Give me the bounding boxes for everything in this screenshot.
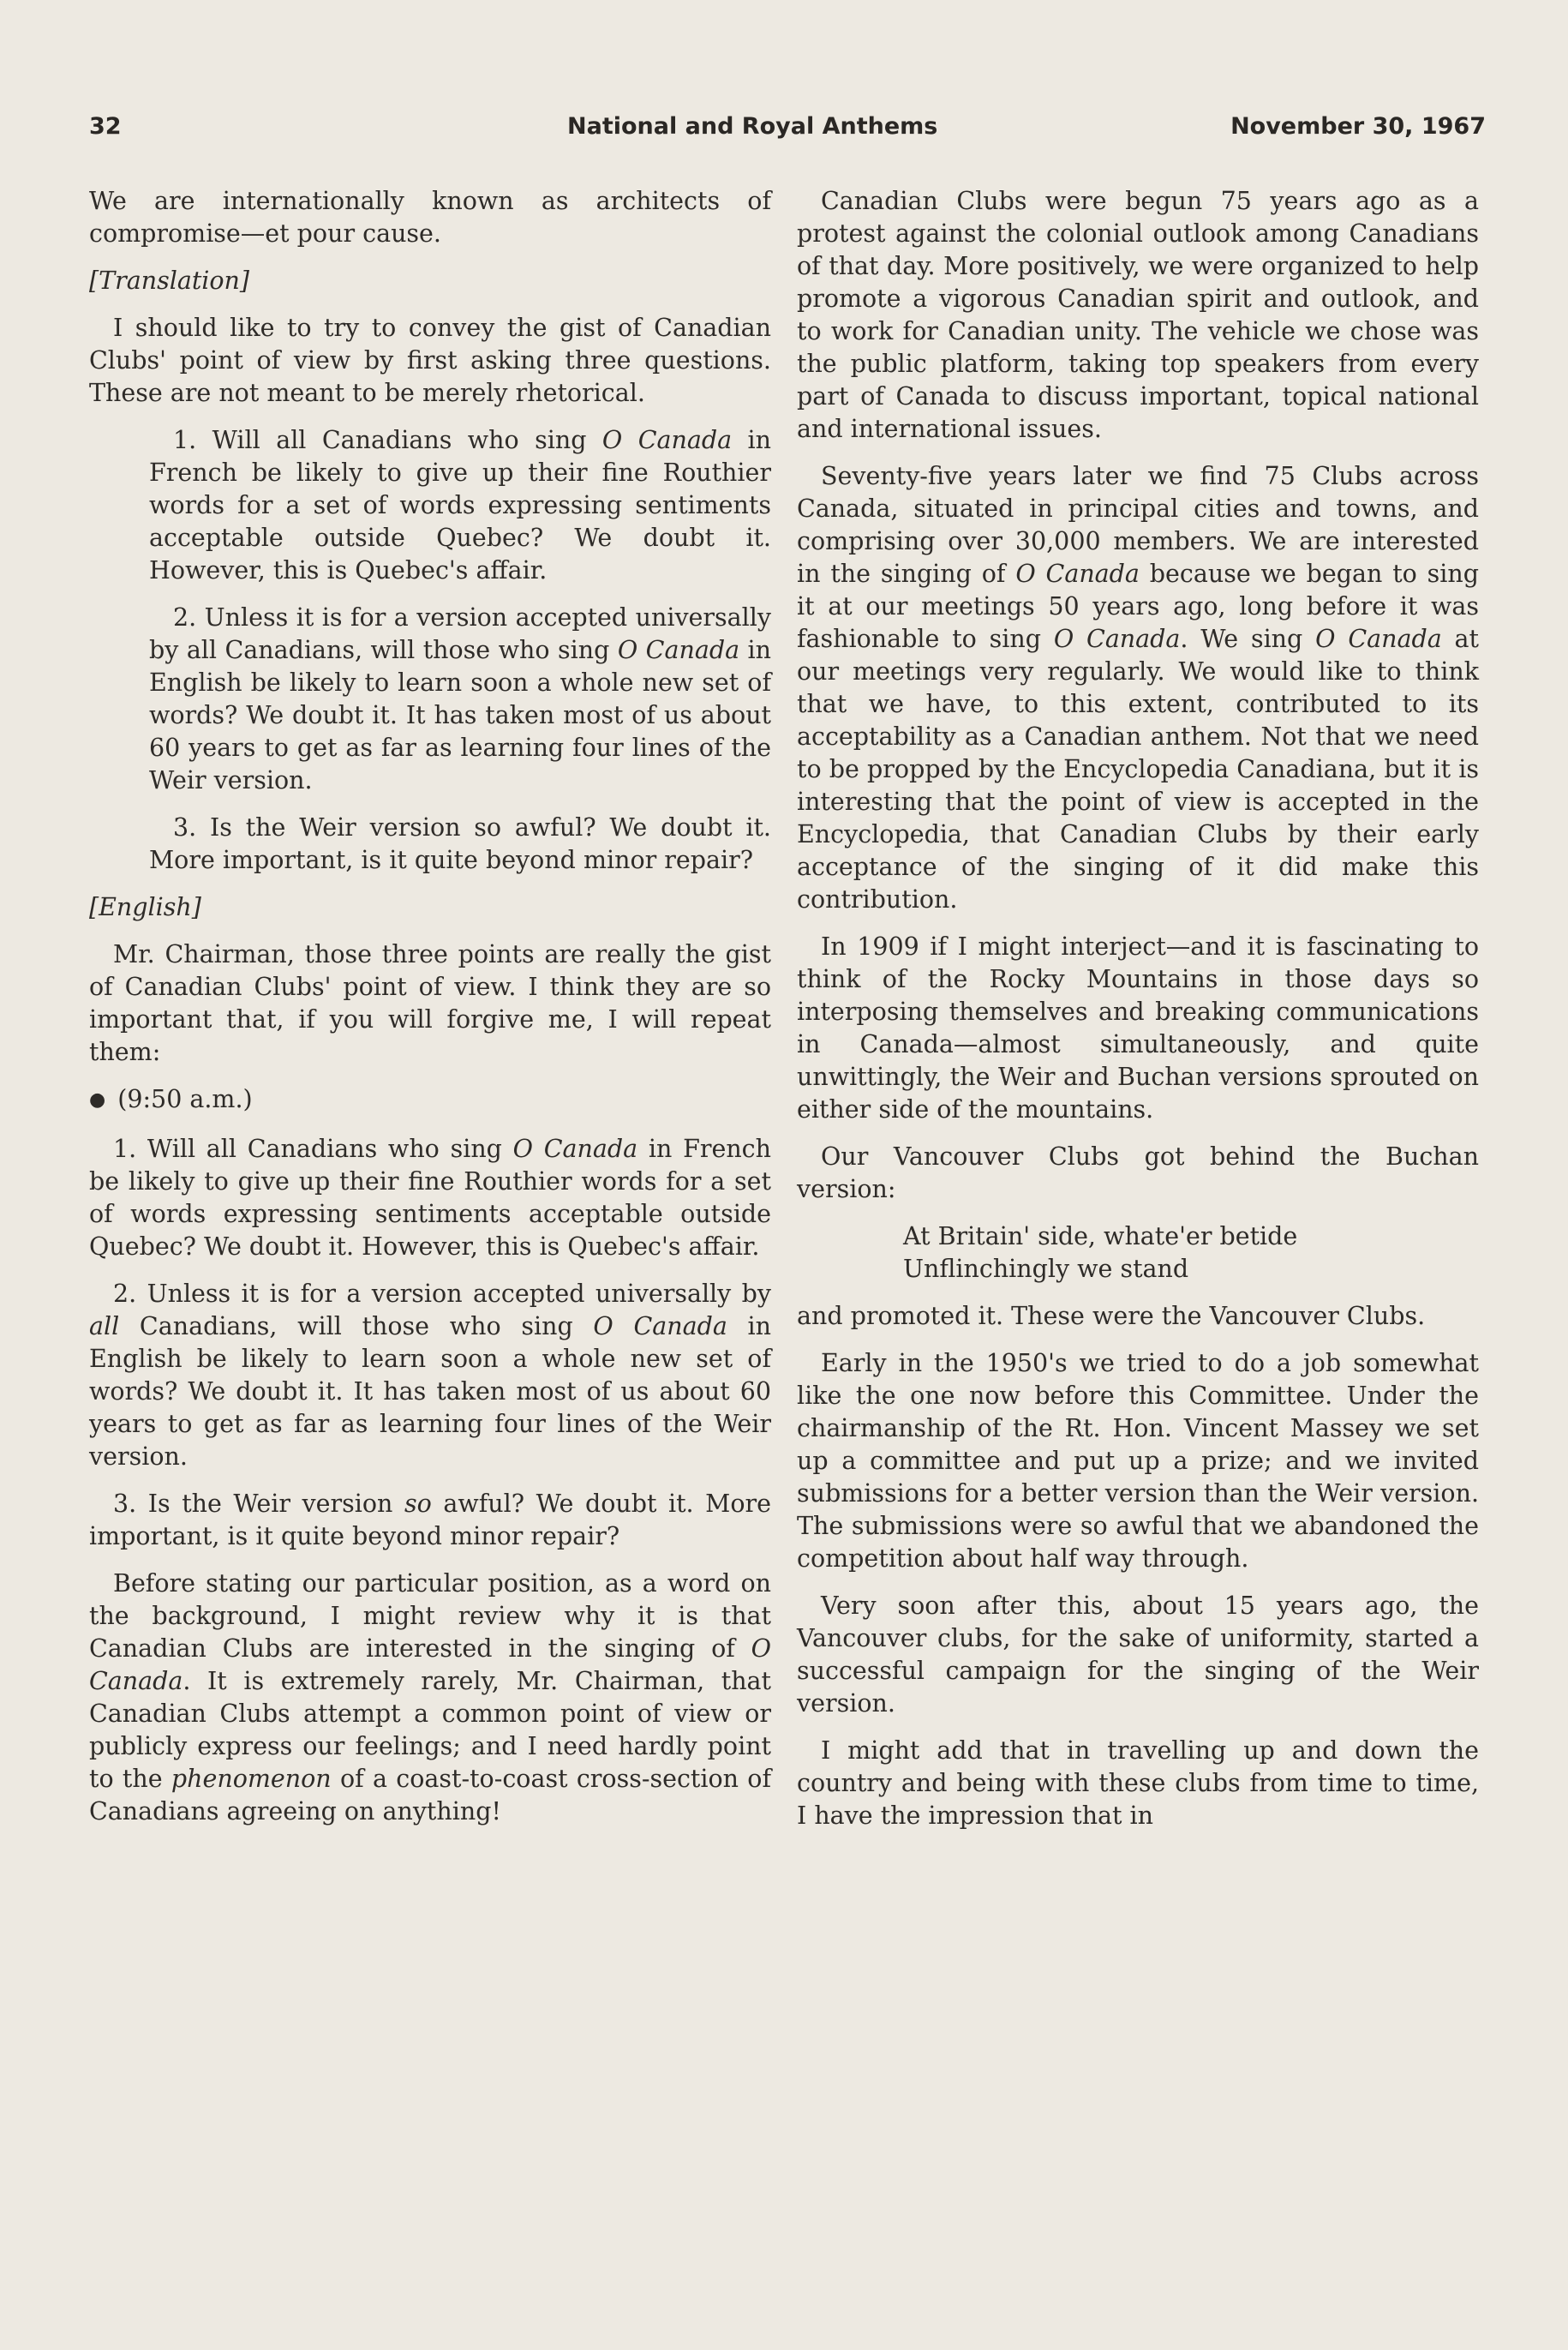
paragraph: and promoted it. These were the Vancouver Clubs.	[797, 1302, 1426, 1330]
anthem-verse	[903, 1220, 1479, 1286]
running-title: National and Royal Anthems	[567, 113, 938, 140]
bullet-icon: ●	[89, 1089, 106, 1111]
paragraph: Very soon after this, about 15 years ago, the Vancouver clubs, for the sake of uniformity, started a successful campaign for the singing of the Weir version.	[797, 1592, 1479, 1718]
verse-line: Unflinchingly we stand	[903, 1255, 1189, 1283]
left-column	[89, 185, 771, 1843]
question-2: 2. Unless it is for a version accepted universally by all Canadians, will those who sing O Canada in English be likely to learn soon a whole new set of words? We doubt it. It has taken most of us about 60 years to get as far as learning four lines of the Weir version.	[89, 1280, 772, 1471]
page-number: 32	[89, 113, 122, 140]
section-label-translation: [Translation]	[89, 267, 250, 295]
paragraph: In 1909 if I might interject—and it is fascinating to think of the Rocky Mountains in those days so interposing themselves and breaking communications in Canada—almost simultaneously, and quite unwittingly, the Weir and Buchan versions sprouted on either side of the mountains.	[797, 932, 1479, 1124]
paragraph: I might add that in travelling up and down the country and being with these clubs from time to time, I have the impression that in	[797, 1736, 1479, 1830]
question-3: 3. Is the Weir version so awful? We doubt it. More important, is it quite beyond minor repair?	[89, 1490, 771, 1550]
section-label-english: [English]	[89, 893, 201, 921]
issue-date: November 30, 1967	[1230, 113, 1486, 140]
numbered-question-2: 2. Unless it is for a version accepted universally by all Canadians, will those who sing O Canada in English be likely to learn soon a whole new set of words? We doubt it. It has taken most of us about 60 years to get as far as learning four lines of the Weir version.	[149, 603, 772, 794]
numbered-question-3: 3. Is the Weir version so awful? We doubt it. More important, is it quite beyond minor repair?	[149, 813, 771, 874]
right-column	[797, 185, 1479, 1847]
paragraph: Seventy-five years later we find 75 Clubs across Canada, situated in principal cities and towns, and comprising over 30,000 members. We are interested in the singing of O Canada because we began to sing it at our meetings 50 years ago, long before it was fashionable to sing O Canada. We sing O Canada at our meetings very regularly. We would like to think that we have, to this extent, contributed to its acceptability as a Canadian anthem. Not that we need to be propped by the Encyclopedia Canadiana, but it is interesting that the point of view is accepted in the Encyclopedia, that Canadian Clubs by their early acceptance of the singing of it did make this contribution.	[797, 462, 1479, 914]
paragraph: Early in the 1950's we tried to do a job somewhat like the one now before this Committee. Under the chairmanship of the Rt. Hon. Vincent Massey we set up a committee and put up a prize; and we invited submissions for a better version than the Weir version. The submissions were so awful that we abandoned the competition about half way through.	[797, 1349, 1479, 1573]
paragraph: Mr. Chairman, those three points are really the gist of Canadian Clubs' point of view. I think they are so important that, if you will forgive me, I will repeat them:	[89, 940, 771, 1066]
question-1: 1. Will all Canadians who sing O Canada in French be likely to give up their fine Routhier words for a set of words expressing sentiments acceptable outside Quebec? We doubt it. However, this is Quebec's affair.	[89, 1135, 772, 1261]
paragraph: Before stating our particular position, as a word on the background, I might review why it is that Canadian Clubs are interested in the singing of O Canada. It is extremely rarely, Mr. Chairman, that Canadian Clubs attempt a common point of view or publicly express our feelings; and I need hardly point to the phenomenon of a coast-to-coast cross-section of Canadians agreeing on anything!	[89, 1569, 771, 1825]
paragraph: I should like to try to convey the gist of Canadian Clubs' point of view by first asking three questions. These are not meant to be merely rhetorical.	[89, 314, 771, 407]
verse-line: At Britain' side, whate'er betide	[903, 1222, 1298, 1250]
paragraph: Our Vancouver Clubs got behind the Buchan version:	[797, 1142, 1479, 1203]
paragraph: We are internationally known as architects of compromise—et pour cause.	[89, 187, 771, 248]
numbered-question-1: 1. Will all Canadians who sing O Canada in French be likely to give up their fine Routhier words for a set of words expressing sentiments acceptable outside Quebec? We doubt it. However, this is Quebec's affair.	[149, 426, 772, 585]
page-header	[89, 113, 1486, 156]
timestamp: ● (9:50 a.m.)	[89, 1085, 253, 1113]
paragraph: Canadian Clubs were begun 75 years ago as a protest against the colonial outlook among Canadians of that day. More positively, we were organized to help promote a vigorous Canadian spirit and outlook, and to work for Canadian unity. The vehicle we chose was the public platform, taking top speakers from every part of Canada to discuss important, topical national and international issues.	[797, 187, 1479, 443]
